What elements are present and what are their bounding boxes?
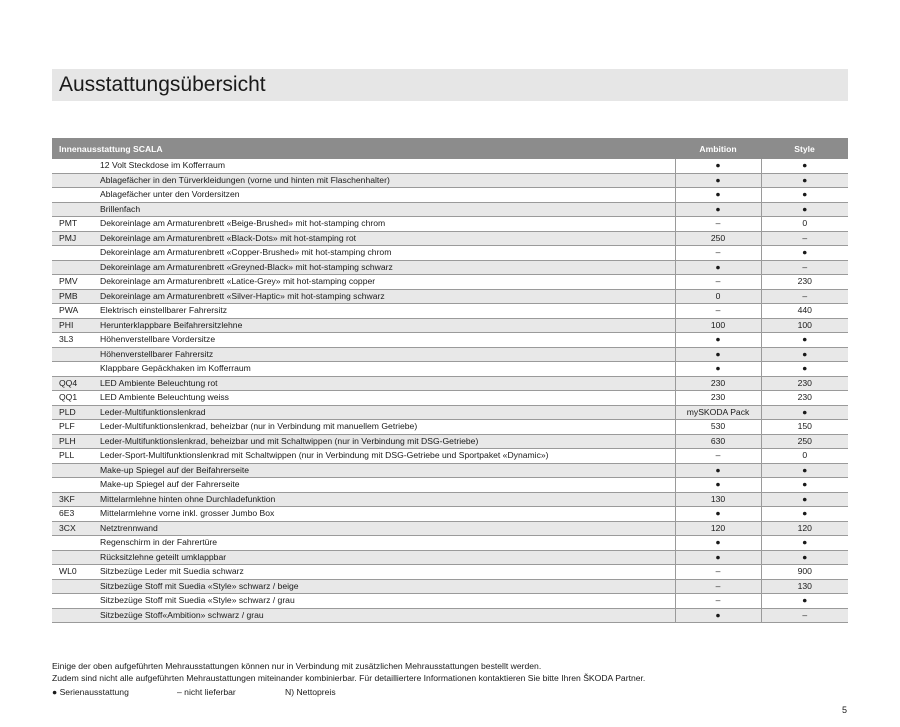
- table-row: [52, 173, 848, 188]
- ambition-value: –: [675, 579, 761, 594]
- style-value: –: [761, 289, 848, 304]
- option-code: [52, 362, 95, 377]
- equipment-table: [52, 138, 848, 623]
- style-value: 440: [761, 304, 848, 319]
- option-code: PMT: [52, 217, 95, 232]
- option-code: PMB: [52, 289, 95, 304]
- option-code: QQ1: [52, 391, 95, 406]
- legend-nettopreis: N) Nettopreis: [285, 687, 336, 697]
- section-header: Innenausstattung SCALA: [52, 138, 675, 159]
- option-description: Netztrennwand: [95, 521, 675, 536]
- style-value: ●: [761, 536, 848, 551]
- option-code: PMV: [52, 275, 95, 290]
- ambition-value: ●: [675, 202, 761, 217]
- option-code: 3CX: [52, 521, 95, 536]
- table-row: [52, 289, 848, 304]
- table-row: [52, 608, 848, 623]
- table-row: [52, 507, 848, 522]
- table-row: [52, 188, 848, 203]
- legend-serienausstattung: ● Serienausstattung: [52, 687, 129, 697]
- option-code: [52, 478, 95, 493]
- ambition-value: –: [675, 304, 761, 319]
- option-code: PLL: [52, 449, 95, 464]
- table-row: [52, 362, 848, 377]
- option-code: QQ4: [52, 376, 95, 391]
- option-description: Rücksitzlehne geteilt umklappbar: [95, 550, 675, 565]
- table-row: [52, 217, 848, 232]
- option-code: PLD: [52, 405, 95, 420]
- table-row: [52, 318, 848, 333]
- column-header-style: Style: [761, 138, 848, 159]
- column-header-ambition: Ambition: [675, 138, 761, 159]
- ambition-value: mySKODA Pack: [675, 405, 761, 420]
- option-code: 6E3: [52, 507, 95, 522]
- style-value: ●: [761, 159, 848, 173]
- style-value: ●: [761, 478, 848, 493]
- table-row: [52, 231, 848, 246]
- option-description: Ablagefächer unter den Vordersitzen: [95, 188, 675, 203]
- style-value: –: [761, 608, 848, 623]
- option-description: Sitzbezüge Stoff mit Suedia «Style» schwarz / beige: [95, 579, 675, 594]
- table-row: [52, 260, 848, 275]
- option-description: Elektrisch einstellbarer Fahrersitz: [95, 304, 675, 319]
- ambition-value: ●: [675, 536, 761, 551]
- ambition-value: –: [675, 217, 761, 232]
- style-value: 150: [761, 420, 848, 435]
- option-code: PLH: [52, 434, 95, 449]
- ambition-value: 250: [675, 231, 761, 246]
- option-code: [52, 536, 95, 551]
- table-row: [52, 420, 848, 435]
- option-code: 3L3: [52, 333, 95, 348]
- option-description: Make-up Spiegel auf der Fahrerseite: [95, 478, 675, 493]
- table-row: [52, 246, 848, 261]
- option-description: Leder-Sport-Multifunktionslenkrad mit Schaltwippen (nur in Verbindung mit DSG-Getriebe und Sportpaket «Dynamic»): [95, 449, 675, 464]
- style-value: 120: [761, 521, 848, 536]
- style-value: ●: [761, 362, 848, 377]
- style-value: ●: [761, 550, 848, 565]
- style-value: 230: [761, 275, 848, 290]
- table-row: [52, 550, 848, 565]
- footnote-line: Einige der oben aufgeführten Mehrausstattungen können nur in Verbindung mit zusätzlichen Mehrausstattungen bestellt werden.: [52, 661, 542, 671]
- style-value: ●: [761, 173, 848, 188]
- option-code: [52, 260, 95, 275]
- style-value: ●: [761, 492, 848, 507]
- option-description: Dekoreinlage am Armaturenbrett «Black-Dots» mit hot-stamping rot: [95, 231, 675, 246]
- ambition-value: ●: [675, 159, 761, 173]
- table-row: [52, 333, 848, 348]
- option-code: PWA: [52, 304, 95, 319]
- ambition-value: 0: [675, 289, 761, 304]
- footnotes: [52, 661, 645, 684]
- ambition-value: 120: [675, 521, 761, 536]
- table-row: [52, 376, 848, 391]
- style-value: 900: [761, 565, 848, 580]
- style-value: ●: [761, 463, 848, 478]
- ambition-value: –: [675, 246, 761, 261]
- table-row: [52, 579, 848, 594]
- option-description: Sitzbezüge Leder mit Suedia schwarz: [95, 565, 675, 580]
- option-code: PMJ: [52, 231, 95, 246]
- option-description: LED Ambiente Beleuchtung rot: [95, 376, 675, 391]
- page-title: Ausstattungsübersicht: [59, 73, 266, 96]
- table-row: [52, 159, 848, 173]
- ambition-value: ●: [675, 478, 761, 493]
- option-code: WL0: [52, 565, 95, 580]
- style-value: ●: [761, 202, 848, 217]
- ambition-value: 100: [675, 318, 761, 333]
- option-description: Leder-Multifunktionslenkrad: [95, 405, 675, 420]
- option-description: Leder-Multifunktionslenkrad, beheizbar und mit Schaltwippen (nur in Verbindung mit DSG-Getriebe): [95, 434, 675, 449]
- ambition-value: –: [675, 565, 761, 580]
- legend-nicht-lieferbar: – nicht lieferbar: [177, 687, 236, 697]
- table-row: [52, 405, 848, 420]
- table-row: [52, 391, 848, 406]
- option-code: 3KF: [52, 492, 95, 507]
- option-description: Sitzbezüge Stoff«Ambition» schwarz / grau: [95, 608, 675, 623]
- option-code: [52, 579, 95, 594]
- table-row: [52, 275, 848, 290]
- ambition-value: –: [675, 275, 761, 290]
- option-code: PLF: [52, 420, 95, 435]
- option-description: Höhenverstellbarer Fahrersitz: [95, 347, 675, 362]
- page-number: 5: [842, 705, 848, 715]
- option-description: LED Ambiente Beleuchtung weiss: [95, 391, 675, 406]
- table-row: [52, 594, 848, 609]
- ambition-value: 230: [675, 376, 761, 391]
- option-code: [52, 202, 95, 217]
- option-description: Brillenfach: [95, 202, 675, 217]
- table-row: [52, 536, 848, 551]
- option-description: Mittelarmlehne vorne inkl. grosser Jumbo Box: [95, 507, 675, 522]
- style-value: 230: [761, 376, 848, 391]
- table-row: [52, 347, 848, 362]
- style-value: 100: [761, 318, 848, 333]
- option-code: [52, 188, 95, 203]
- ambition-value: ●: [675, 550, 761, 565]
- option-description: Höhenverstellbare Vordersitze: [95, 333, 675, 348]
- ambition-value: ●: [675, 188, 761, 203]
- option-description: Dekoreinlage am Armaturenbrett «Beige-Brushed» mit hot-stamping chrom: [95, 217, 675, 232]
- table-row: [52, 565, 848, 580]
- option-description: 12 Volt Steckdose im Kofferraum: [95, 159, 675, 173]
- option-description: Dekoreinlage am Armaturenbrett «Latice-Grey» mit hot-stamping copper: [95, 275, 675, 290]
- ambition-value: ●: [675, 333, 761, 348]
- option-description: Ablagefächer in den Türverkleidungen (vorne und hinten mit Flaschenhalter): [95, 173, 675, 188]
- option-code: [52, 550, 95, 565]
- ambition-value: ●: [675, 507, 761, 522]
- option-description: Herunterklappbare Beifahrersitzlehne: [95, 318, 675, 333]
- table-header-row: [52, 138, 848, 159]
- option-code: PHI: [52, 318, 95, 333]
- option-description: Dekoreinlage am Armaturenbrett «Greyned-Black» mit hot-stamping schwarz: [95, 260, 675, 275]
- option-description: Mittelarmlehne hinten ohne Durchladefunktion: [95, 492, 675, 507]
- table-row: [52, 304, 848, 319]
- style-value: –: [761, 231, 848, 246]
- option-code: [52, 347, 95, 362]
- style-value: ●: [761, 405, 848, 420]
- style-value: 230: [761, 391, 848, 406]
- style-value: ●: [761, 347, 848, 362]
- style-value: ●: [761, 507, 848, 522]
- option-code: [52, 608, 95, 623]
- style-value: 130: [761, 579, 848, 594]
- title-bar: [52, 69, 848, 101]
- option-code: [52, 463, 95, 478]
- table-row: [52, 434, 848, 449]
- style-value: ●: [761, 246, 848, 261]
- ambition-value: –: [675, 594, 761, 609]
- table-row: [52, 463, 848, 478]
- ambition-value: ●: [675, 362, 761, 377]
- ambition-value: ●: [675, 173, 761, 188]
- style-value: 0: [761, 449, 848, 464]
- option-code: [52, 246, 95, 261]
- ambition-value: ●: [675, 463, 761, 478]
- ambition-value: 230: [675, 391, 761, 406]
- ambition-value: 630: [675, 434, 761, 449]
- ambition-value: 130: [675, 492, 761, 507]
- table-row: [52, 521, 848, 536]
- ambition-value: ●: [675, 260, 761, 275]
- option-description: Klappbare Gepäckhaken im Kofferraum: [95, 362, 675, 377]
- option-code: [52, 159, 95, 173]
- option-description: Leder-Multifunktionslenkrad, beheizbar (nur in Verbindung mit manuellem Getriebe): [95, 420, 675, 435]
- table-row: [52, 478, 848, 493]
- option-description: Dekoreinlage am Armaturenbrett «Silver-Haptic» mit hot-stamping schwarz: [95, 289, 675, 304]
- option-description: Regenschirm in der Fahrertüre: [95, 536, 675, 551]
- option-description: Dekoreinlage am Armaturenbrett «Copper-Brushed» mit hot-stamping chrom: [95, 246, 675, 261]
- style-value: ●: [761, 333, 848, 348]
- ambition-value: 530: [675, 420, 761, 435]
- table-row: [52, 492, 848, 507]
- option-code: [52, 173, 95, 188]
- table-row: [52, 449, 848, 464]
- style-value: –: [761, 260, 848, 275]
- style-value: ●: [761, 188, 848, 203]
- option-code: [52, 594, 95, 609]
- style-value: 250: [761, 434, 848, 449]
- option-description: Sitzbezüge Stoff mit Suedia «Style» schwarz / grau: [95, 594, 675, 609]
- style-value: ●: [761, 594, 848, 609]
- ambition-value: –: [675, 449, 761, 464]
- table-row: [52, 202, 848, 217]
- ambition-value: ●: [675, 347, 761, 362]
- ambition-value: ●: [675, 608, 761, 623]
- style-value: 0: [761, 217, 848, 232]
- option-description: Make-up Spiegel auf der Beifahrerseite: [95, 463, 675, 478]
- footnote-line: Zudem sind nicht alle aufgeführten Mehraustattungen miteinander kombinierbar. Für detailliertere Informationen kontaktieren Sie bitte Ihren ŠKODA Partner.: [52, 672, 646, 683]
